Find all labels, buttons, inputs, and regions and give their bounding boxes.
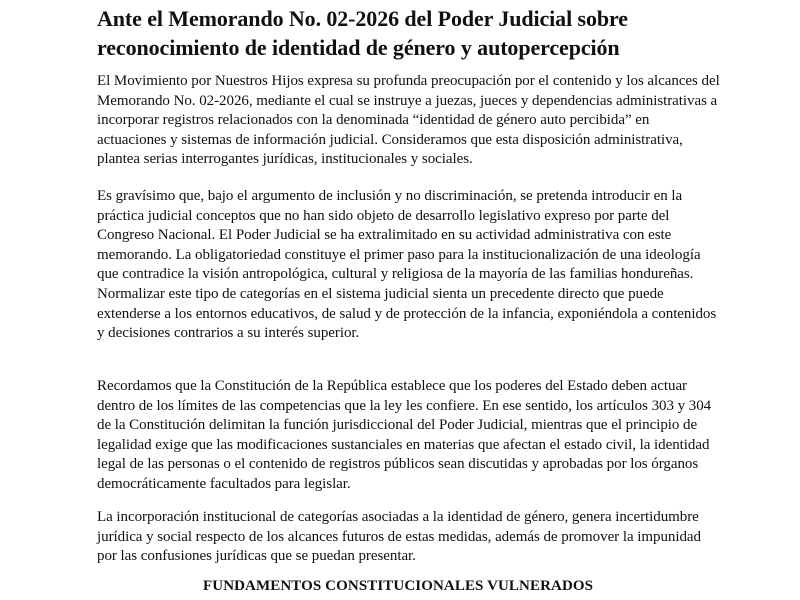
title-line-2: reconocimiento de identidad de género y autopercepción xyxy=(97,35,620,60)
title-line-1: Ante el Memorando No. 02-2026 del Poder Judicial sobre xyxy=(97,6,628,31)
paragraph-uncertainty: La incorporación institucional de categorías asociadas a la identidad de género, genera incertidumbre jurídica y social respecto de los alcances futuros de estas medidas, además de promover la impunidad por las confusiones jurídicas que se puedan presentar. xyxy=(97,509,701,565)
section-heading-constitutional-foundations: FUNDAMENTOS CONSTITUCIONALES VULNERADOS xyxy=(203,578,594,594)
paragraph-constitution: Recordamos que la Constitución de la República establece que los poderes del Estado deben actuar dentro de los límites de las competencias que la ley les confiere. En ese sentido, los artículos 303 y 304 de la Constitución delimitan la función jurisdiccional del Poder Judicial, mientras que el principio de legalidad exige que las modificaciones sustanciales en materias que afectan el estado civil, la identidad legal de las personas o el contenido de registros públicos sean discutidas y aprobadas por los órganos democráticamente facultados para legislar. xyxy=(97,378,712,492)
paragraph-introduction: El Movimiento por Nuestros Hijos expresa su profunda preocupación por el contenido y los alcances del Memorando No. 02-2026, mediante el cual se instruye a juezas, jueces y dependencias administrativas a incorporar registros relacionados con la denominada “identidad de género auto percibida” en actuaciones y sistemas de información judicial. Consideramos que esta disposición administrativa, plantea serias interrogantes jurídicas, institucionales y sociales. xyxy=(97,73,720,168)
document-title xyxy=(97,4,757,62)
paragraph-concerns: Es gravísimo que, bajo el argumento de inclusión y no discriminación, se pretenda introducir en la práctica judicial conceptos que no han sido objeto de desarrollo legislativo expreso por parte del Congreso Nacional. El Poder Judicial se ha extralimitado en su actividad administrativa con este memorando. La obligatoriedad constituye el primer paso para la institucionalización de una ideología que contradice la visión antropológica, cultural y religiosa de la mayoría de las familias hondureñas. Normalizar este tipo de categorías en el sistema judicial sienta un precedente directo que puede extenderse a los entornos educativos, de salud y de protección de la infancia, exponiéndola a contenidos y decisiones contrarios a su interés superior. xyxy=(97,188,717,342)
